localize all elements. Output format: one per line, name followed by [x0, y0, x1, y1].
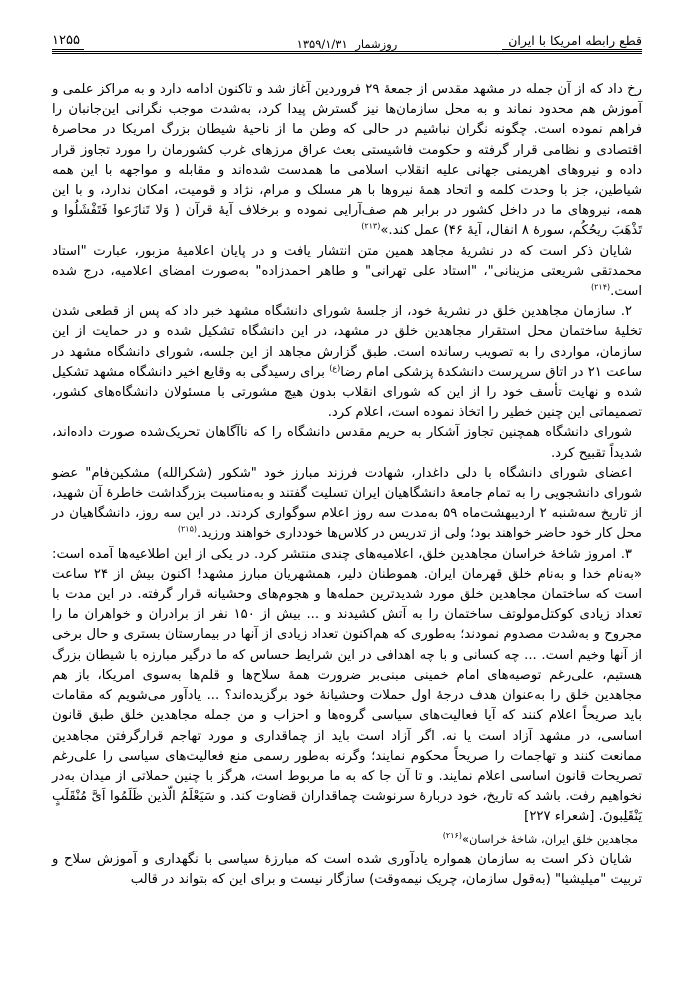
paragraph-text: رخ داد که از آن جمله در مشهد مقدس از جمعهٔ ۲۹ فروردین آغاز شد و تاکنون ادامه دارد و به مراکز علمی و آموزش هم محدود نماند و به محل سازمان‌ها نیز گسترش پیدا کرد، به‌شدت موجب نگرانی این‌جانبان را فراهم نموده است. چگونه نگران نباشیم در حالی که وطن ما از ناحیهٔ شیطان بزرگ امریکا در محاصرهٔ اقتصادی و نظامی قرار گرفته و حکومت فاشیستی بعث عراق مرزهای غرب کشورمان را مورد تجاوز قرار داده و نیروهای اهریمنی جهانی علیه انقلاب اسلامی ما همدست شده‌اند و مقابله و مواجهه با این همه شیاطین، جز با وحدت کلمه و اتحاد همهٔ نیروها با هر مسلک و مرام، نژاد و قومیت، امکان ندارد، و با این همه، نیروهای ما در داخل کشور در برابر هم صف‌آرایی نموده و برخلاف آیهٔ قرآن ( وَلا تَنازَعوا فَتَفْشَلُوا و تَذْهَبَ ریحُکُم، سورهٔ ۸ انفال، آیهٔ ۴۶) عمل کند.» — [52, 82, 642, 239]
page-number: ۱۲۵۵ — [52, 32, 84, 50]
running-header — [52, 30, 642, 54]
header-double-rule — [52, 51, 642, 54]
document-page — [52, 30, 642, 890]
paragraph-text: ۲. سازمان مجاهدین خلق در نشریهٔ خود، از جلسهٔ شورای دانشگاه مشهد خبر داد که پس از قطعی شدن تخلیهٔ ساختمان محل استقرار مجاهدین خلق در مشهد، در این دانشگاه تشکیل شده و در حمایت از این سازمان، مواردی را به تصویب رسانده است. طبق گزارش مجاهد از این جلسه، شورای دانشگاه مشهد در ساعت ۲۱ در اتاق سرپرست دانشکدهٔ پزشکی امام رضا — [52, 304, 642, 380]
paragraph-text: شایان ذکر است که در نشریهٔ مجاهد همین متن انتشار یافت و در پایان اعلامیهٔ مزبور، عبارت "استاد محمدتقی شریعتی مزینانی"، "استاد علی تهرانی" و طاهر احمدزاده" به‌صورت امضای اعلامیه، درج شده است. — [52, 243, 642, 300]
statement-signature — [52, 828, 642, 850]
paragraph-text: شورای دانشگاه همچنین تجاوز آشکار به حریم مقدس دانشگاه را که ناآگاهان تحریک‌شده صورت داده‌اند، شدیداً تقبیح کرد. — [52, 425, 642, 461]
paragraph-quote-continuation — [52, 80, 642, 242]
paragraph-text: اعضای شورای دانشگاه با دلی داغدار، شهادت فرزند مبارز خود "شکور (شکرالله) مشکین‌فام" عضو شورای دانشجویی را به تمام جامعهٔ دانشگاهیان ایران تسلیت گفتند و به‌مناسبت بزرگداشت خاطرهٔ آن شهید، از تاریخ سه‌شنبه ۲ اردیبهشت‌ماه ۵۹ به‌مدت سه روز اعلام سوگواری کردند. در این سه روز، دانشگاهیان در محل کار خود حاضر خواهند بود؛ ولی از تدریس در کلاس‌ها خودداری خواهند ورزید. — [52, 465, 643, 542]
paragraph-item-3-khorasan-statement — [52, 545, 642, 828]
body-text — [52, 80, 642, 890]
honorific-marker: (ع) — [329, 363, 341, 373]
footnote-marker: (۲۱۳) — [361, 222, 381, 232]
paragraph-council-condemnation — [52, 423, 642, 463]
chronicle-date — [293, 37, 402, 51]
chronicle-date-value: ۱۳۵۹/۱/۳۱ — [296, 37, 348, 51]
chronicle-date-label: روزشمار — [355, 37, 398, 51]
footnote-marker: (۲۱۶) — [442, 830, 462, 840]
paragraph-text: شایان ذکر است به سازمان همواره یادآوری شده است که مبارزهٔ سیاسی با نگهداری و آموزش سلاح و تربیت "میلیشیا" (به‌قول سازمان، چریک نیمه‌وقت) سازگار نیست و برای این که بتواند در قالب — [52, 851, 642, 887]
paragraph-text-continued: برای رسیدگی به وقایع اخیر دانشگاه مشهد تشکیل شده و نهایت تأسف خود را از این که شورای انقلاب بدون هیچ مشورتی با مسئولان دانشگاه‌های کشور، تصمیماتی این چنین خطیر را اتخاذ نموده است، اعلام کرد. — [52, 364, 642, 421]
signature-text: مجاهدین خلق ایران، شاخهٔ خراسان» — [461, 831, 638, 846]
paragraph-mojahed-signatories — [52, 242, 642, 303]
paragraph-item-2-university-council — [52, 302, 642, 423]
paragraph-text: ۳. امروز شاخهٔ خراسان مجاهدین خلق، اعلامیه‌های چندی منتشر کرد. در یکی از این اطلاعیه‌ها آمده است: «به‌نام خدا و به‌نام خلق قهرمان ایران. هموطنان دلیر، همشهریان مبارز مشهد! اکنون بیش از ۲۴ ساعت است که ساختمان مجاهدین خلق مورد شدیدترین حمله‌ها و هجوم‌های وحشیانه قرار گرفته. در این مدت با تعداد زیادی کوکتل‌مولوتف ساختمان را به آتش کشیدند و ... بیش از ۱۵۰ نفر از برادران و خواهران ما را مجروح و به‌شدت مصدوم نمودند؛ به‌طوری که هم‌اکنون تعداد زیادی از آنها در بیمارستان بستری و حال برخی از آنها وخیم است. ... چه کسانی و با چه اهدافی در این شرایط حساس که ما درگیر مبارزه با شیطان بزرگ هستیم، علی‌رغم توصیه‌های امام خمینی مبنی‌بر ضرورت همهٔ سلاح‌ها و قلم‌ها به‌سوی امریکا، باز هم مجاهدین خلق را به‌عنوان هدف درجهٔ اول حملات وحشیانهٔ خود برگزیده‌اند؟ ... یادآور می‌شویم که مقامات باید صریحاً اعلام کنند که آیا فعالیت‌های سیاسی گروه‌ها و احزاب و من جمله مجاهدین خلق طبق قانون اساسی، در مشهد آزاد است یا نه. اگر آزاد است باید از چماقداری و مورد تهاجم قرارگرفتن مجاهدین ممانعت کنند و تهاجمات را صریحاً محکوم نمایند؛ وگرنه به‌طور رسمی منع فعالیت‌های سیاسی را علی‌رغم تصریحات قانون اساسی اعلام نمایند. و تا آن جا که به ما مربوط است، هرگز با چنین حملاتی از میدان به‌در نخواهیم رفت. باشد که تاریخ، خود دربارهٔ سرنوشت چماقداران قضاوت کند. و سَیَعْلَمُ الّذین ظَلَمُوا اَیَّ مُنْقَلَبٍ یَنْقَلِبونَ. [شعراء ۲۲۷] — [52, 546, 642, 825]
footnote-marker: (۲۱۵) — [177, 525, 197, 535]
book-title: قطع رابطه امریکا با ایران — [502, 32, 642, 50]
footnote-marker: (۲۱۴) — [591, 282, 611, 292]
paragraph-council-mourning — [52, 464, 642, 545]
paragraph-closing-note — [52, 850, 642, 890]
